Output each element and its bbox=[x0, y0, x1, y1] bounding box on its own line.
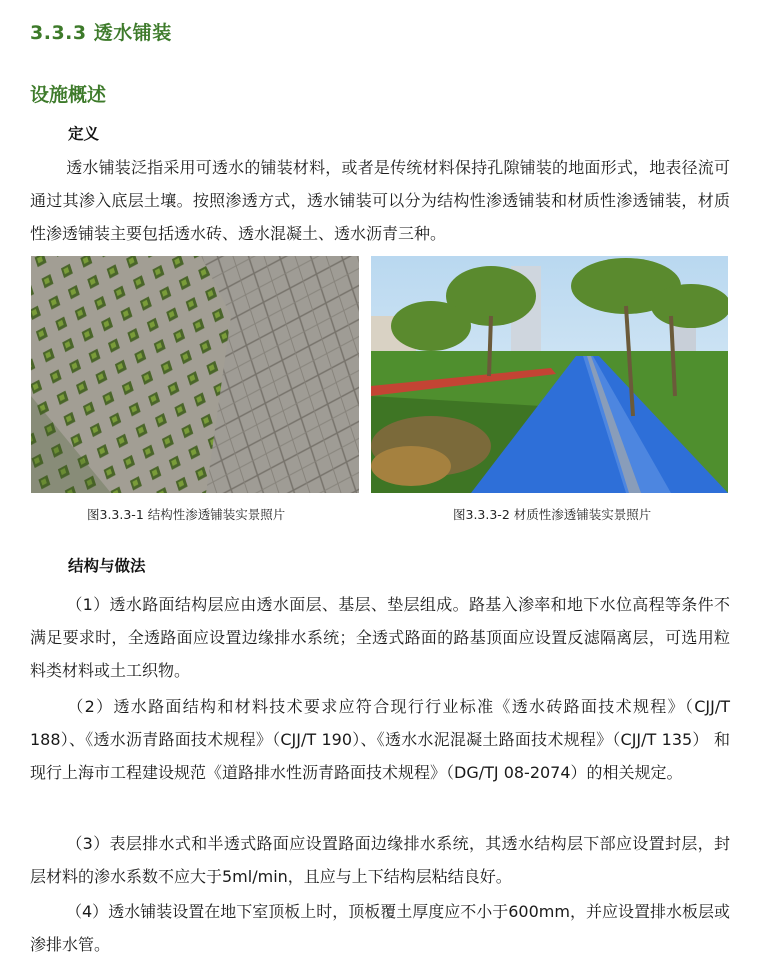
structure-paragraph-1: （1）透水路面结构层应由透水面层、基层、垫层组成。路基入渗率和地下水位高程等条件不满足要求时，全透路面应设置边缘排水系统；全透式路面的路基顶面应设置反滤隔离层，可选用粒料类材料或土工织物。 bbox=[30, 595, 730, 680]
section-title: 3.3.3 透水铺装 bbox=[30, 22, 172, 44]
figure-2-caption: 图3.3.3-2 材质性渗透铺装实景照片 bbox=[453, 507, 652, 522]
definition-paragraph: 透水铺装泛指采用可透水的铺装材料，或者是传统材料保持孔隙铺装的地面形式，地表径流可通过其渗入底层土壤。按照渗透方式，透水铺装可以分为结构性渗透铺装和材质性渗透铺装，材质性渗透铺装主要包括透水砖、透水混凝土、透水沥青三种。 bbox=[30, 158, 730, 243]
definition-heading: 定义 bbox=[68, 125, 100, 143]
structure-paragraph-3: （3）表层排水式和半透式路面应设置路面边缘排水系统，其透水结构层下部应设置封层，封层材料的渗水系数不应大于5ml/min，且应与上下结构层粘结良好。 bbox=[30, 834, 730, 886]
structural-paving-photo bbox=[31, 256, 359, 493]
structure-paragraph-2: （2）透水路面结构和材料技术要求应符合现行行业标准《透水砖路面技术规程》（CJJ/T 188）、《透水沥青路面技术规程》（CJJ/T 190）、《透水水泥混凝土路面技术规程》（CJJ/T 135） 和现行上海市工程建设规范《道路排水性沥青路面技术规程》（DG/TJ 08-2074）的相关规定。 bbox=[30, 697, 730, 782]
overview-heading: 设施概述 bbox=[30, 84, 107, 106]
structure-heading: 结构与做法 bbox=[68, 557, 146, 575]
material-paving-photo bbox=[371, 256, 728, 493]
figure-1-caption: 图3.3.3-1 结构性渗透铺装实景照片 bbox=[87, 507, 286, 522]
structure-paragraph-4: （4）透水铺装设置在地下室顶板上时，顶板覆土厚度应不小于600mm，并应设置排水板层或渗排水管。 bbox=[30, 902, 730, 954]
